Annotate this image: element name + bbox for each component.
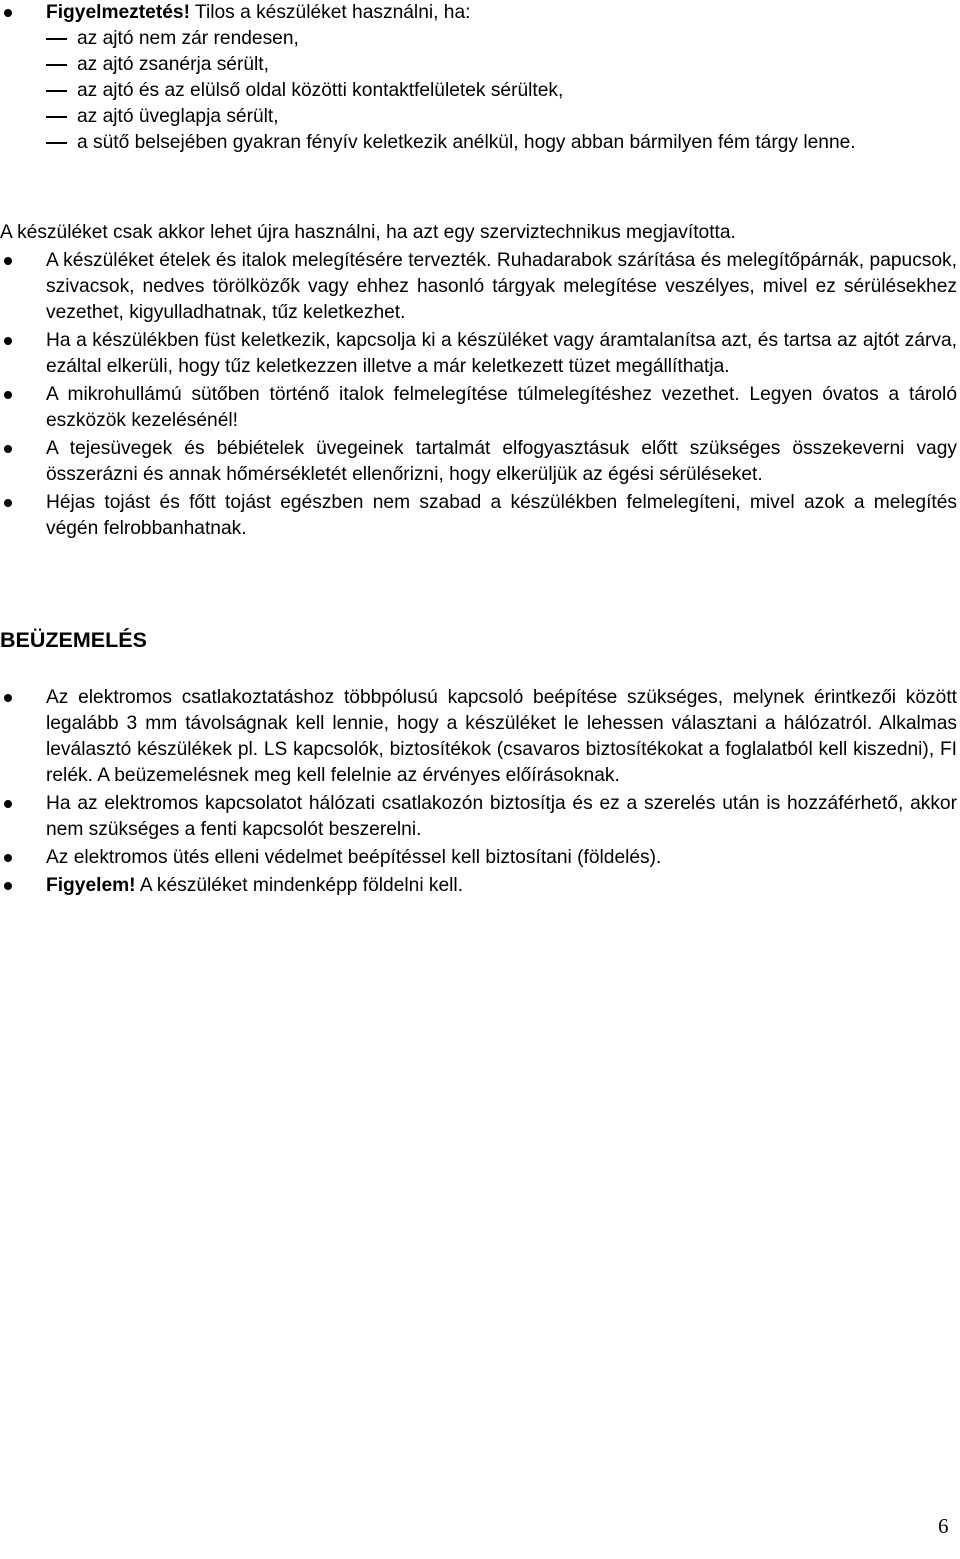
warning-condition-list — [46, 26, 957, 156]
bullet-icon — [4, 337, 12, 345]
repair-note: A készüléket csak akkor lehet újra használni, ha azt egy szerviztechnikus megjavította. — [0, 222, 736, 243]
dash-icon — [46, 142, 67, 144]
bullet-icon — [4, 9, 12, 17]
installation-bullet: Ha az elektromos kapcsolatot hálózati csatlakozón biztosítja és ez a szerelés után is hozzáférhető, akkor nem szükséges a fenti kapcsolót beszerelni. — [0, 791, 957, 845]
dash-icon — [46, 64, 67, 66]
safety-bullet: Ha a készülékben füst keletkezik, kapcsolja ki a készüléket vagy áramtalanítsa azt, és tartsa az ajtót zárva, ezáltal elkerüli, hogy tűz keletkezzen illetve a már keletkezett tüzet megállíthatja. — [0, 328, 957, 382]
bullet-icon — [4, 882, 12, 890]
warning-condition: a sütő belsejében gyakran fényív keletkezik anélkül, hogy abban bármilyen fém tárgy lenne. — [0, 130, 957, 156]
safety-section — [0, 248, 957, 542]
installation-bullet-list — [0, 685, 957, 899]
bullet-icon — [4, 257, 12, 265]
final-warning-label: Figyelem! — [46, 875, 136, 896]
bullet-icon — [4, 800, 12, 808]
warning-condition: az ajtó üveglapja sérült, — [46, 104, 957, 130]
dash-icon — [46, 38, 67, 40]
bullet-icon — [4, 445, 12, 453]
safety-bullet: Héjas tojást és főtt tojást egészben nem szabad a készülékben felmelegíteni, mivel azok a melegítés végén felrobbanhatnak. — [0, 490, 957, 542]
section-heading: BEÜZEMELÉS — [0, 628, 147, 652]
installation-section — [0, 685, 957, 899]
warning-label: Figyelmeztetés! — [46, 2, 190, 23]
bullet-icon — [4, 391, 12, 399]
safety-bullet: A készüléket ételek és italok melegítésére tervezték. Ruhadarabok szárítása és melegítőpárnák, papucsok, szivacsok, nedves törölközők vagy ehhez hasonló tárgyak melegítése veszélyes, mivel ez sérülésekhez vezethet, kigyulladhatnak, tűz keletkezhet. — [0, 248, 957, 328]
page-number: 6 — [938, 1514, 949, 1538]
safety-bullet-list — [0, 248, 957, 542]
bullet-icon — [4, 499, 12, 507]
bullet-icon — [4, 854, 12, 862]
warning-bullet-list — [0, 0, 957, 156]
safety-bullet: A mikrohullámú sütőben történő italok felmelegítése túlmelegítéshez vezethet. Legyen óvatos a tároló eszközök kezelésénél! — [0, 382, 957, 436]
installation-bullet: Az elektromos ütés elleni védelmet beépítéssel kell biztosítani (földelés). — [0, 845, 957, 873]
warning-condition: az ajtó nem zár rendesen, — [46, 26, 957, 52]
warning-condition: az ajtó és az elülső oldal közötti kontaktfelületek sérültek, — [46, 78, 957, 104]
installation-bullet: Az elektromos csatlakoztatáshoz többpólusú kapcsoló beépítése szükséges, melynek érintkezői között legalább 3 mm távolságnak kell lennie, hogy a készüléket le lehessen választani a hálózatról. Alkalmas leválasztó készülékek pl. LS kapcsolók, biztosítékok (csavaros biztosítékokat a foglalatból kell kiszedni), FI relék. A beüzemelésnek meg kell felelnie az érvényes előírásoknak. — [0, 685, 957, 791]
warning-section — [0, 0, 957, 156]
dash-icon — [46, 116, 67, 118]
warning-intro: Tilos a készüléket használni, ha: — [189, 2, 471, 23]
installation-bullet-final — [0, 873, 957, 899]
safety-bullet: A tejesüvegek és bébiételek üvegeinek tartalmát elfogyasztásuk előtt szükséges összekeverni vagy összerázni és annak hőmérsékletét ellenőrizni, hogy elkerüljük az égési sérüléseket. — [0, 436, 957, 490]
dash-icon — [46, 90, 67, 92]
warning-condition: az ajtó zsanérja sérült, — [46, 52, 957, 78]
final-warning-text: A készüléket mindenképp földelni kell. — [135, 875, 464, 896]
bullet-icon — [4, 694, 12, 702]
warning-bullet — [0, 0, 957, 156]
